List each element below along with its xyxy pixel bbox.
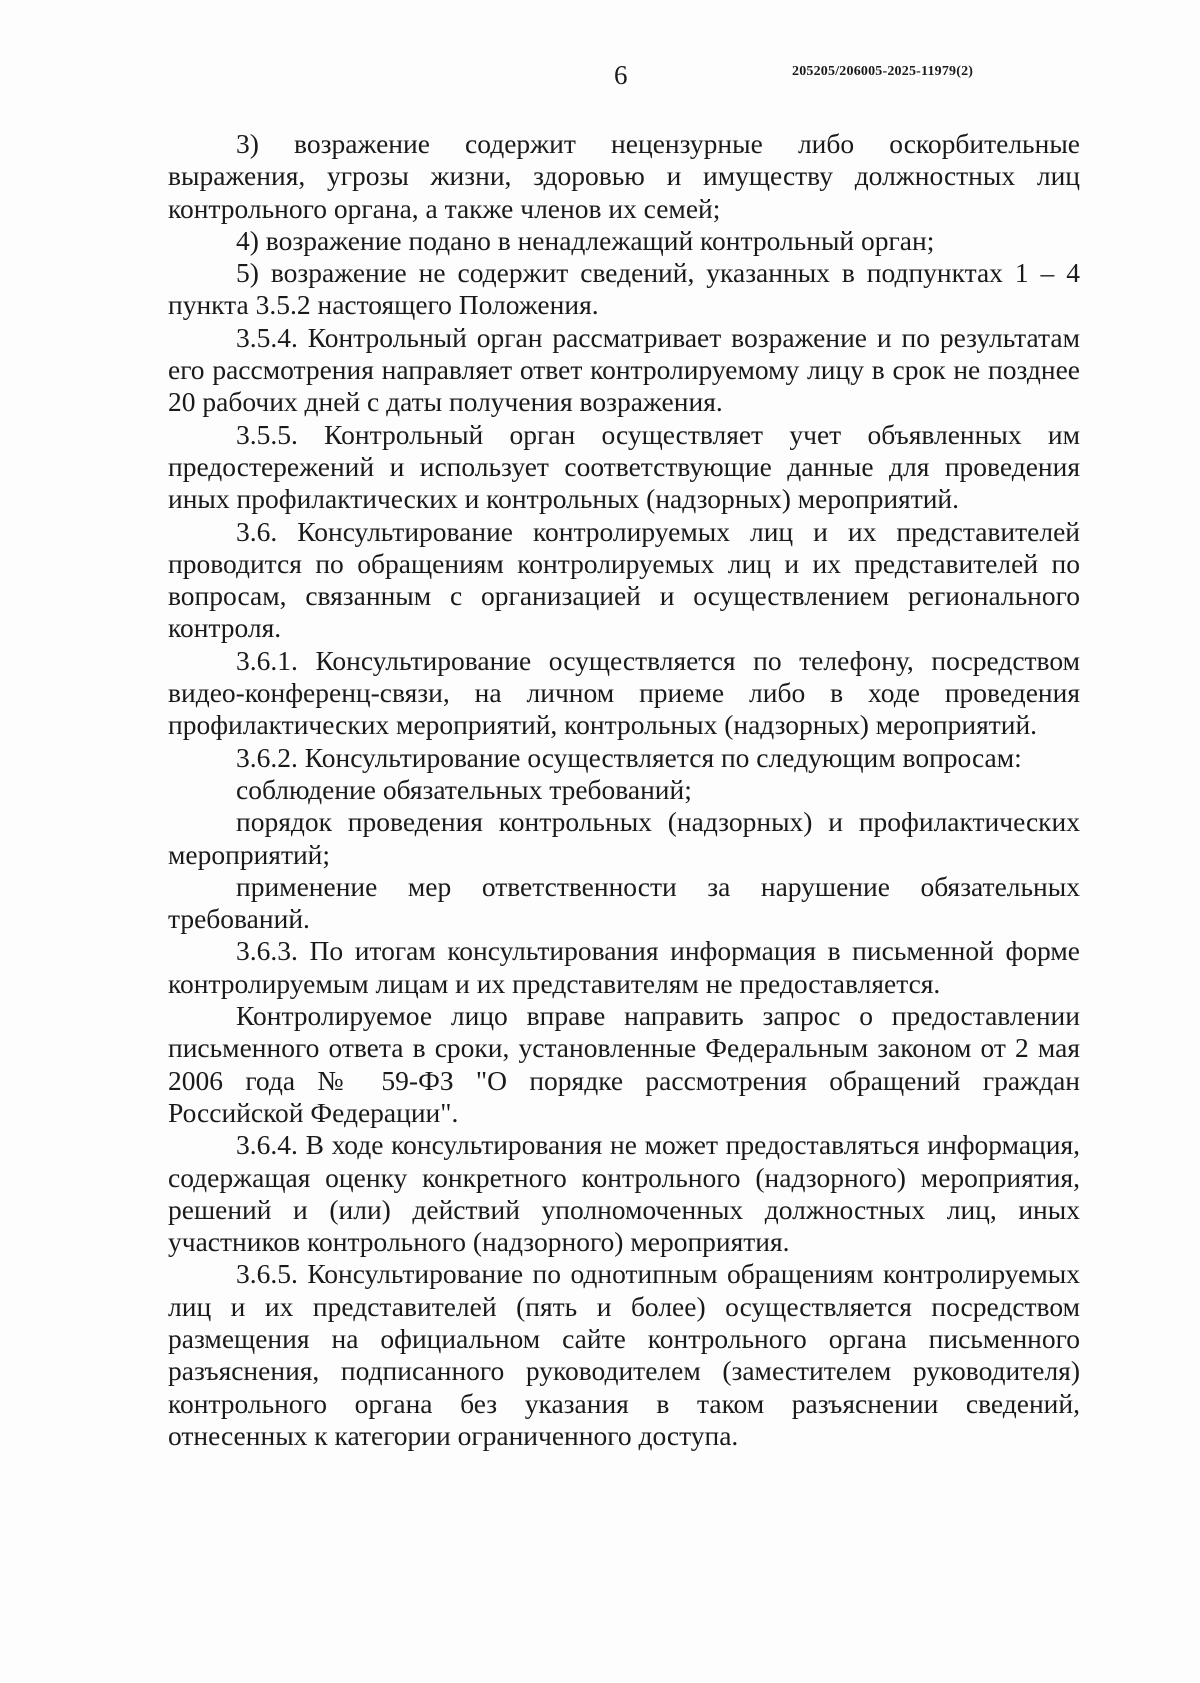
paragraph-written-request: Контролируемое лицо вправе направить запрос о предоставлении письменного ответа в сроки, установленные Федеральным законом от 2 мая 2006 года № 59-ФЗ "О порядке рассмотрения обращений граждан Российской Федерации". <box>168 1000 1080 1128</box>
paragraph-3-6-2: 3.6.2. Консультирование осуществляется по следующим вопросам: <box>236 741 1022 773</box>
paragraph-3-5-5: 3.5.5. Контрольный орган осуществляет учет объявленных им предостережений и использует соответствующие данные для проведения иных профилактических и контрольных (надзорных) мероприятий. <box>168 418 1080 515</box>
paragraph-3-6-4: 3.6.4. В ходе консультирования не может предоставляться информация, содержащая оценку конкретного контрольного (надзорного) мероприятия, решений и (или) действий уполномоченных должностных лиц, иных участников контрольного (надзорного) мероприятия. <box>168 1129 1080 1258</box>
paragraph-3-6-3: 3.6.3. По итогам консультирования информация в письменной форме контролируемым лицам и их представителям не предоставляется. <box>168 935 1080 999</box>
page-number: 6 <box>614 60 628 90</box>
paragraph-objection-item-4: 4) возражение подано в ненадлежащий контрольный орган; <box>236 224 935 256</box>
paragraph-objection-item-5: 5) возражение не содержит сведений, указанных в подпунктах 1 – 4 пункта 3.5.2 настоящего Положения. <box>168 257 1080 321</box>
paragraph-objection-item-3: 3) возражение содержит нецензурные либо оскорбительные выражения, угрозы жизни, здоровью и имуществу должностных лиц контрольного органа, а также членов их семей; <box>168 128 1080 224</box>
list-item-procedure: порядок проведения контрольных (надзорных) и профилактических мероприятий; <box>168 806 1080 870</box>
document-id: 205205/206005-2025-11979(2) <box>792 64 974 79</box>
document-body <box>168 128 1080 1452</box>
list-item-liability: применение мер ответственности за нарушение обязательных требований. <box>168 870 1080 935</box>
paragraph-3-6-1: 3.6.1. Консультирование осуществляется по телефону, посредством видео-конференц-связи, на личном приеме либо в ходе проведения профилактических мероприятий, контрольных (надзорных) мероприятий. <box>168 644 1080 741</box>
paragraph-3-6-5: 3.6.5. Консультирование по однотипным обращениям контролируемых лиц и их представителей (пять и более) осуществляется посредством размещения на официальном сайте контрольного органа письменного разъяснения, подписанного руководителем (заместителем руководителя) контрольного органа без указания в таком разъяснении сведений, отнесенных к категории ограниченного доступа. <box>168 1258 1080 1451</box>
paragraph-3-5-4: 3.5.4. Контрольный орган рассматривает возражение и по результатам его рассмотрения направляет ответ контролируемому лицу в срок не позднее 20 рабочих дней с даты получения возражения. <box>168 321 1080 418</box>
paragraph-3-6: 3.6. Консультирование контролируемых лиц и их представителей проводится по обращениям контролируемых лиц и их представителей по вопросам, связанным с организацией и осуществлением регионального контроля. <box>168 515 1080 644</box>
list-item-compliance: соблюдение обязательных требований; <box>236 773 692 805</box>
